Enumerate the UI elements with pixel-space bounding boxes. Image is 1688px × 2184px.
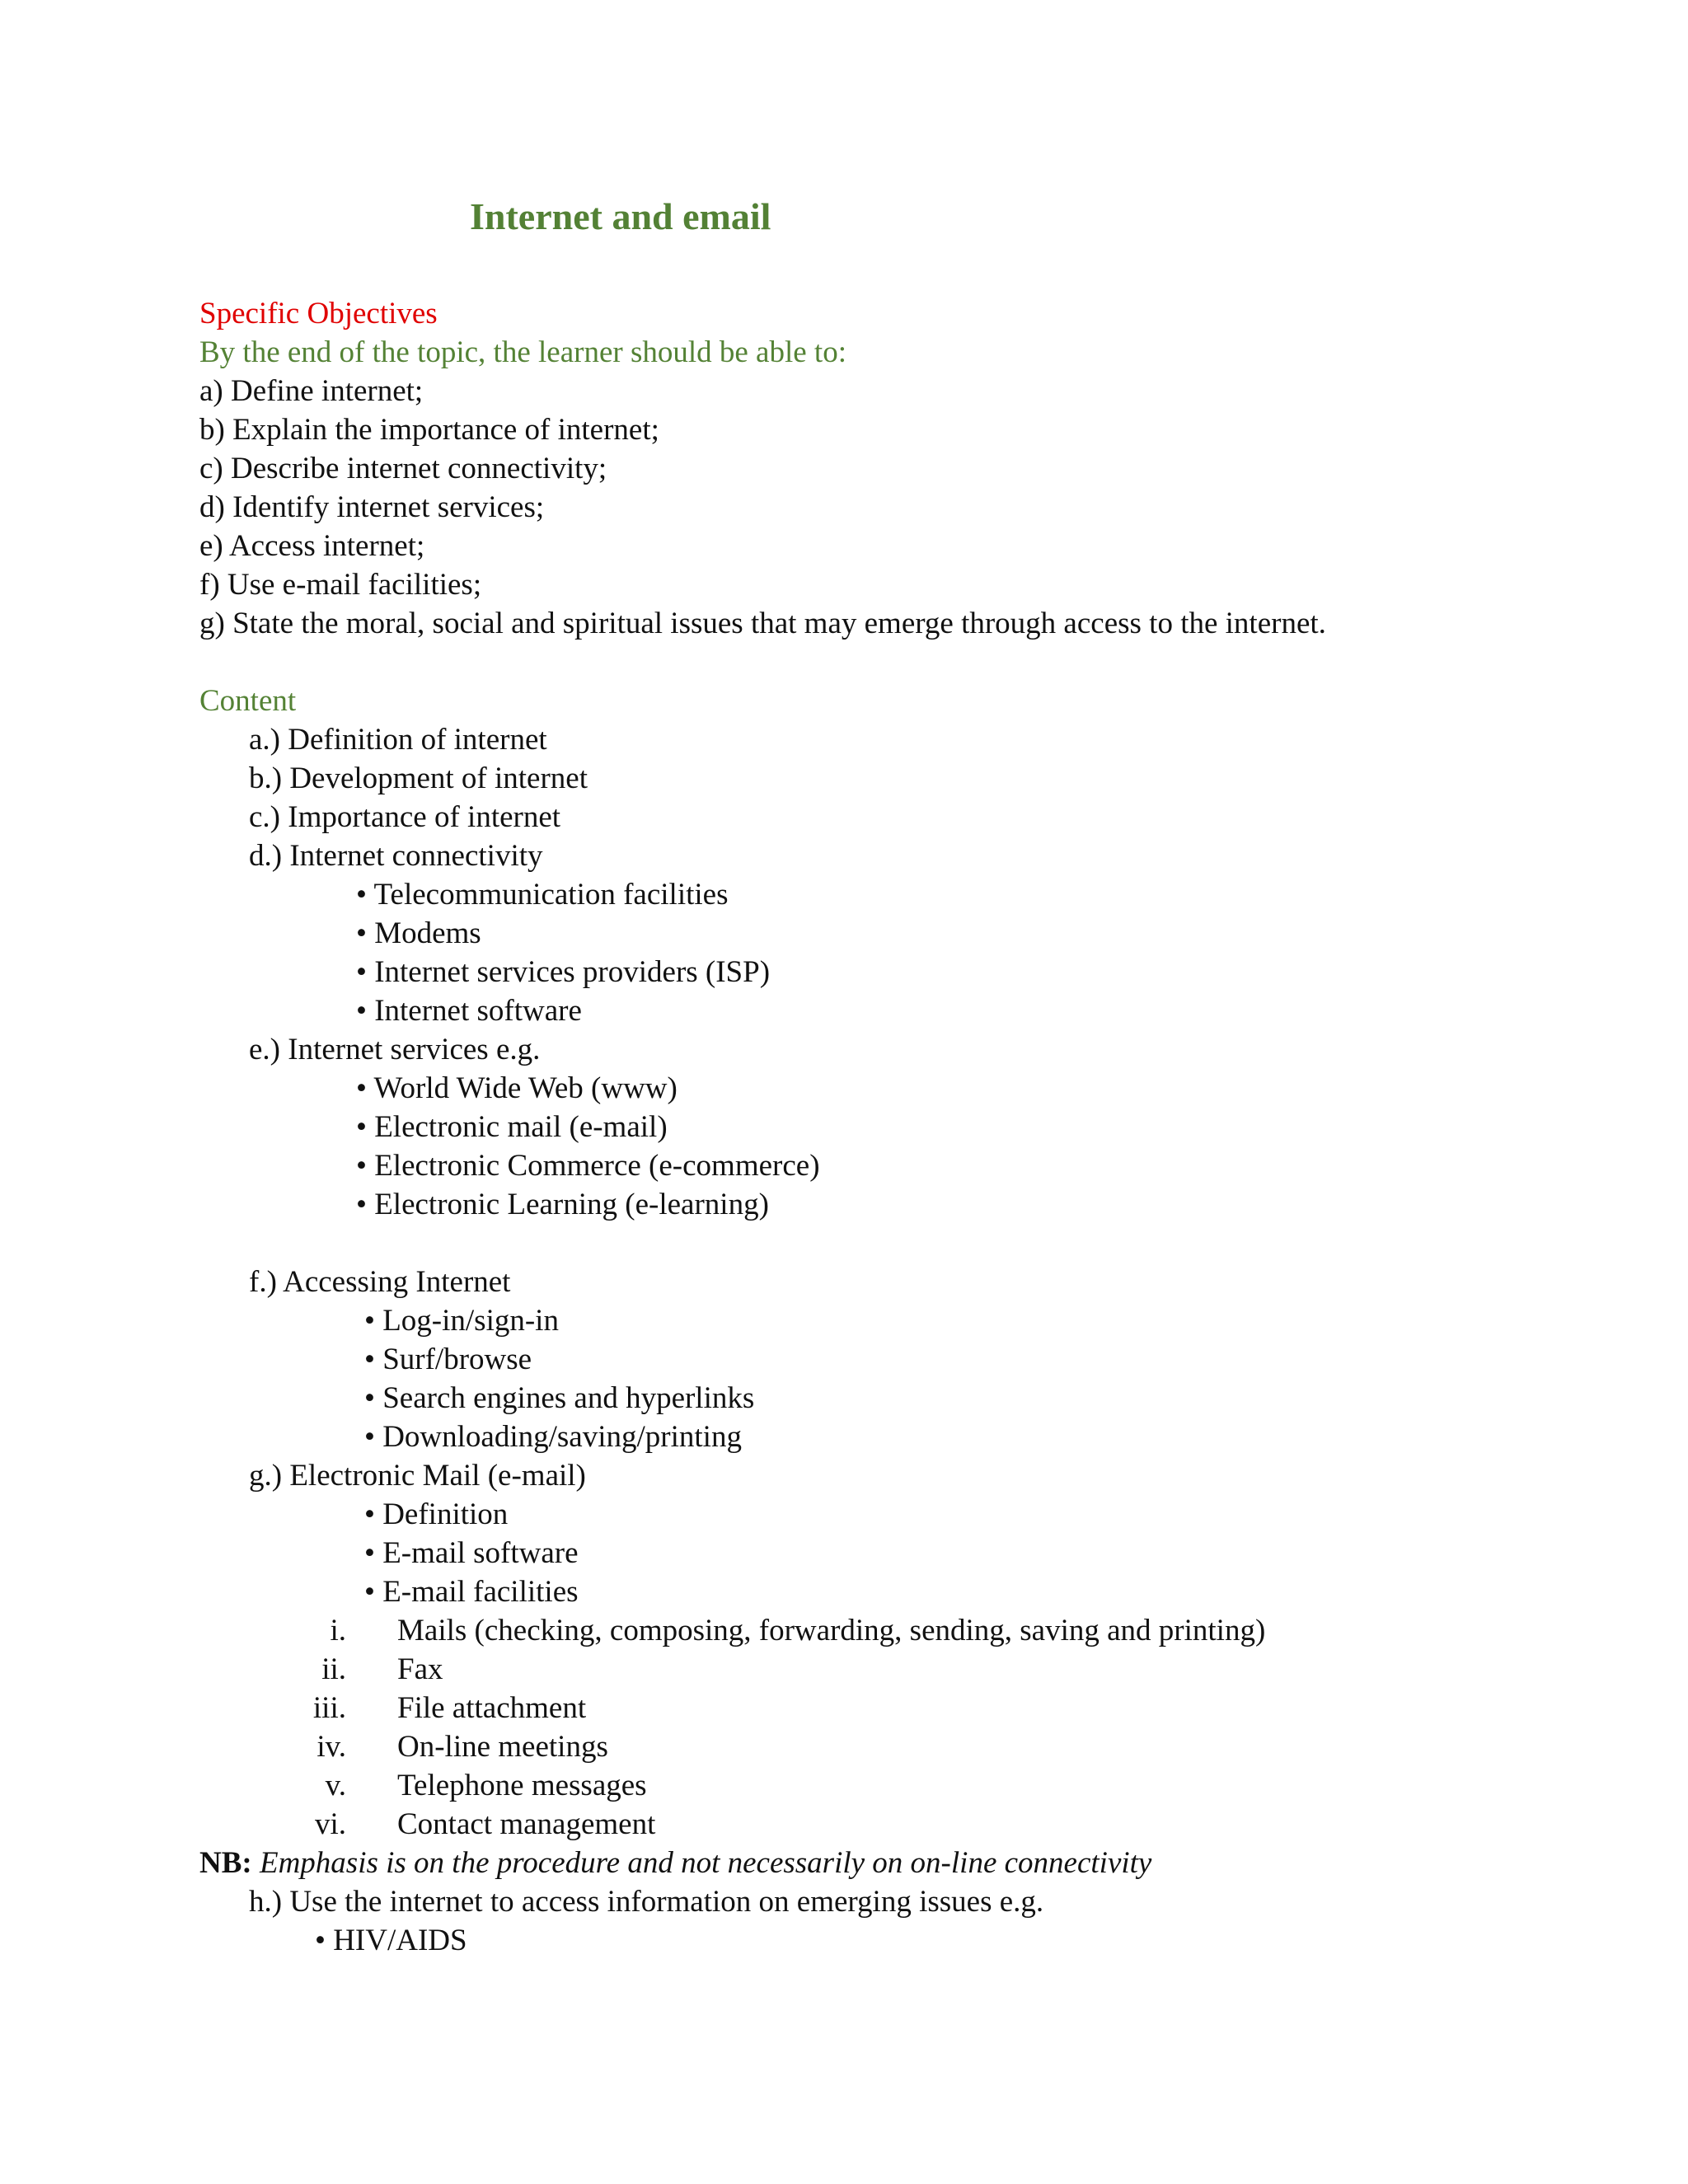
objective-item: e) Access internet;	[199, 529, 425, 563]
facility-number: iii.	[312, 1691, 346, 1725]
facility-text: Fax	[397, 1652, 443, 1686]
services-bullet: • Electronic Commerce (e-commerce)	[356, 1149, 820, 1183]
objective-item: g) State the moral, social and spiritual issues that may emerge through access to the internet.	[199, 607, 1326, 640]
facility-text: Mails (checking, composing, forwarding, sending, saving and printing)	[397, 1614, 1266, 1647]
email-bullet: • E-mail facilities	[364, 1575, 579, 1609]
connectivity-bullet: • Telecommunication facilities	[356, 878, 729, 912]
objective-item: d) Identify internet services;	[199, 490, 545, 524]
content-item: g.) Electronic Mail (e-mail)	[249, 1459, 586, 1493]
document-title: Internet and email	[470, 195, 771, 237]
facility-text: Contact management	[397, 1807, 656, 1841]
services-bullet: • Electronic Learning (e-learning)	[356, 1188, 769, 1221]
emerging-bullet: • HIV/AIDS	[315, 1924, 467, 1957]
services-bullet: • World Wide Web (www)	[356, 1071, 678, 1105]
connectivity-bullet: • Internet software	[356, 994, 582, 1028]
facility-number: ii.	[321, 1652, 346, 1686]
content-item: e.) Internet services e.g.	[249, 1033, 541, 1066]
objective-item: a) Define internet;	[199, 374, 424, 408]
facility-number: i.	[330, 1614, 346, 1647]
objectives-intro: By the end of the topic, the learner should be able to:	[199, 335, 846, 369]
nb-text: Emphasis is on the procedure and not necessarily on on-line connectivity	[259, 1846, 1152, 1880]
accessing-bullet: • Surf/browse	[364, 1343, 532, 1376]
facility-text: File attachment	[397, 1691, 587, 1725]
objective-item: f) Use e-mail facilities;	[199, 568, 482, 602]
content-item: b.) Development of internet	[249, 762, 588, 795]
services-bullet: • Electronic mail (e-mail)	[356, 1110, 668, 1144]
objectives-heading: Specific Objectives	[199, 297, 438, 330]
accessing-bullet: • Log-in/sign-in	[364, 1304, 559, 1338]
objective-item: c) Describe internet connectivity;	[199, 452, 607, 485]
nb-note	[199, 1844, 1151, 1882]
email-bullet: • Definition	[364, 1497, 509, 1531]
content-heading: Content	[199, 684, 297, 718]
content-item: h.) Use the internet to access information on emerging issues e.g.	[249, 1885, 1044, 1919]
nb-label: NB:	[199, 1846, 252, 1880]
connectivity-bullet: • Internet services providers (ISP)	[356, 955, 771, 989]
objective-item: b) Explain the importance of internet;	[199, 413, 659, 447]
email-bullet: • E-mail software	[364, 1536, 579, 1570]
content-item: f.) Accessing Internet	[249, 1265, 511, 1299]
facility-number: v.	[325, 1769, 346, 1802]
content-item: d.) Internet connectivity	[249, 839, 543, 873]
facility-number: vi.	[314, 1807, 346, 1841]
content-item: c.) Importance of internet	[249, 800, 561, 834]
accessing-bullet: • Downloading/saving/printing	[364, 1420, 742, 1454]
content-item: a.) Definition of internet	[249, 723, 547, 757]
accessing-bullet: • Search engines and hyperlinks	[364, 1381, 755, 1415]
facility-text: On-line meetings	[397, 1730, 608, 1764]
facility-number: iv.	[316, 1730, 346, 1764]
connectivity-bullet: • Modems	[356, 916, 481, 950]
facility-text: Telephone messages	[397, 1769, 647, 1802]
